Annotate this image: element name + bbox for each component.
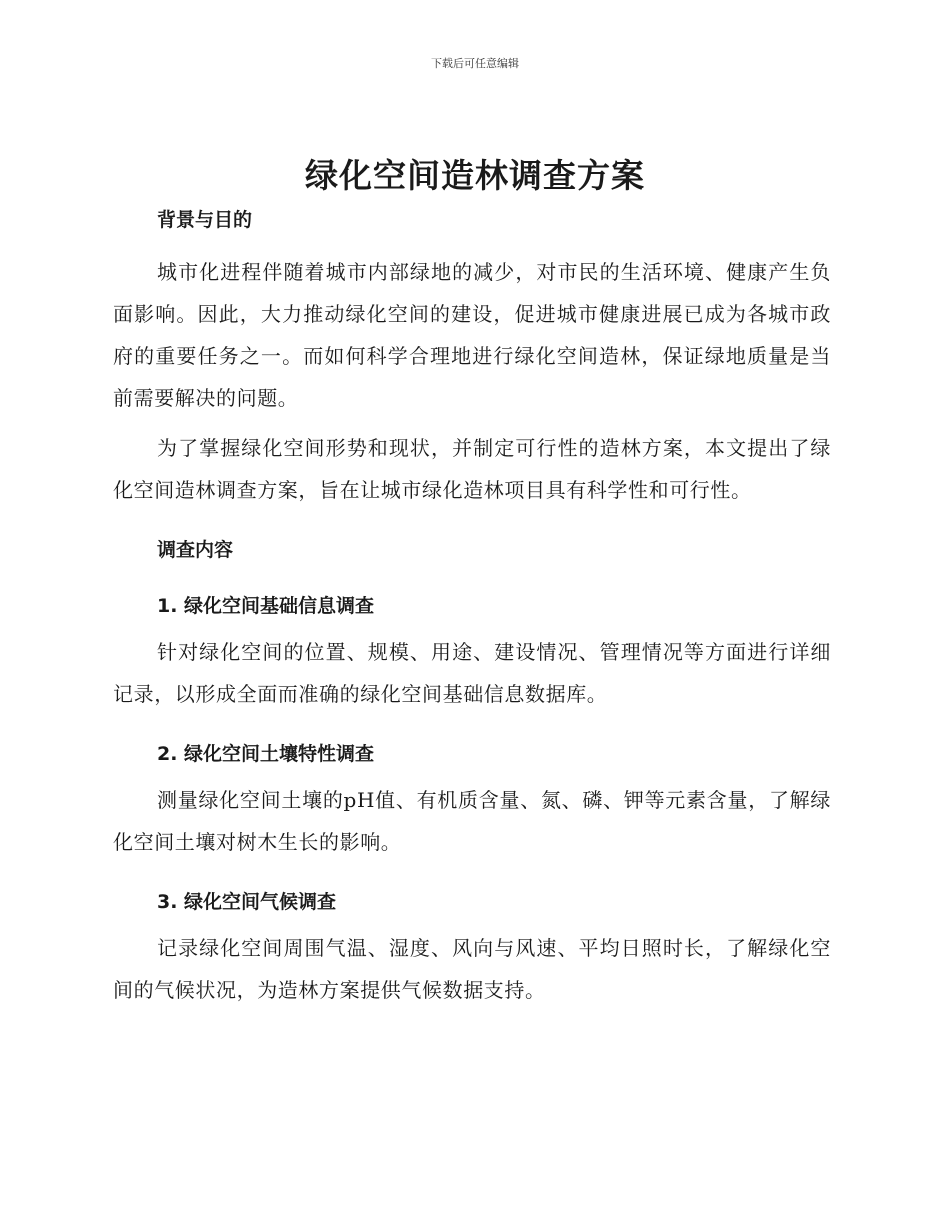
subsection-heading: 3. 绿化空间气候调查 (157, 891, 337, 913)
section-heading-background: 背景与目的 (157, 209, 253, 231)
paragraph: 针对绿化空间的位置、规模、用途、建设情况、管理情况等方面进行详细记录，以形成全面而准确的绿化空间基础信息数据库。 (113, 640, 831, 706)
paragraph: 记录绿化空间周围气温、湿度、风向与风速、平均日照时长，了解绿化空间的气候状况，为造林方案提供气候数据支持。 (113, 936, 831, 1002)
document-title: 绿化空间造林调查方案 (305, 156, 645, 195)
paragraph: 测量绿化空间土壤的pH值、有机质含量、氮、磷、钾等元素含量，了解绿化空间土壤对树木生长的影响。 (113, 788, 831, 854)
paragraph: 为了掌握绿化空间形势和现状，并制定可行性的造林方案，本文提出了绿化空间造林调查方案，旨在让城市绿化造林项目具有科学性和可行性。 (113, 436, 831, 502)
header-note: 下载后可任意编辑 (431, 57, 519, 70)
paragraph: 城市化进程伴随着城市内部绿地的减少，对市民的生活环境、健康产生负面影响。因此，大力推动绿化空间的建设，促进城市健康进展已成为各城市政府的重要任务之一。而如何科学合理地进行绿化空间造林，保证绿地质量是当前需要解决的问题。 (113, 260, 831, 410)
subsection-heading: 2. 绿化空间土壤特性调查 (157, 743, 375, 765)
document-body (113, 203, 831, 1011)
subsection-heading: 1. 绿化空间基础信息调查 (157, 595, 375, 617)
section-heading-survey: 调查内容 (157, 539, 234, 561)
